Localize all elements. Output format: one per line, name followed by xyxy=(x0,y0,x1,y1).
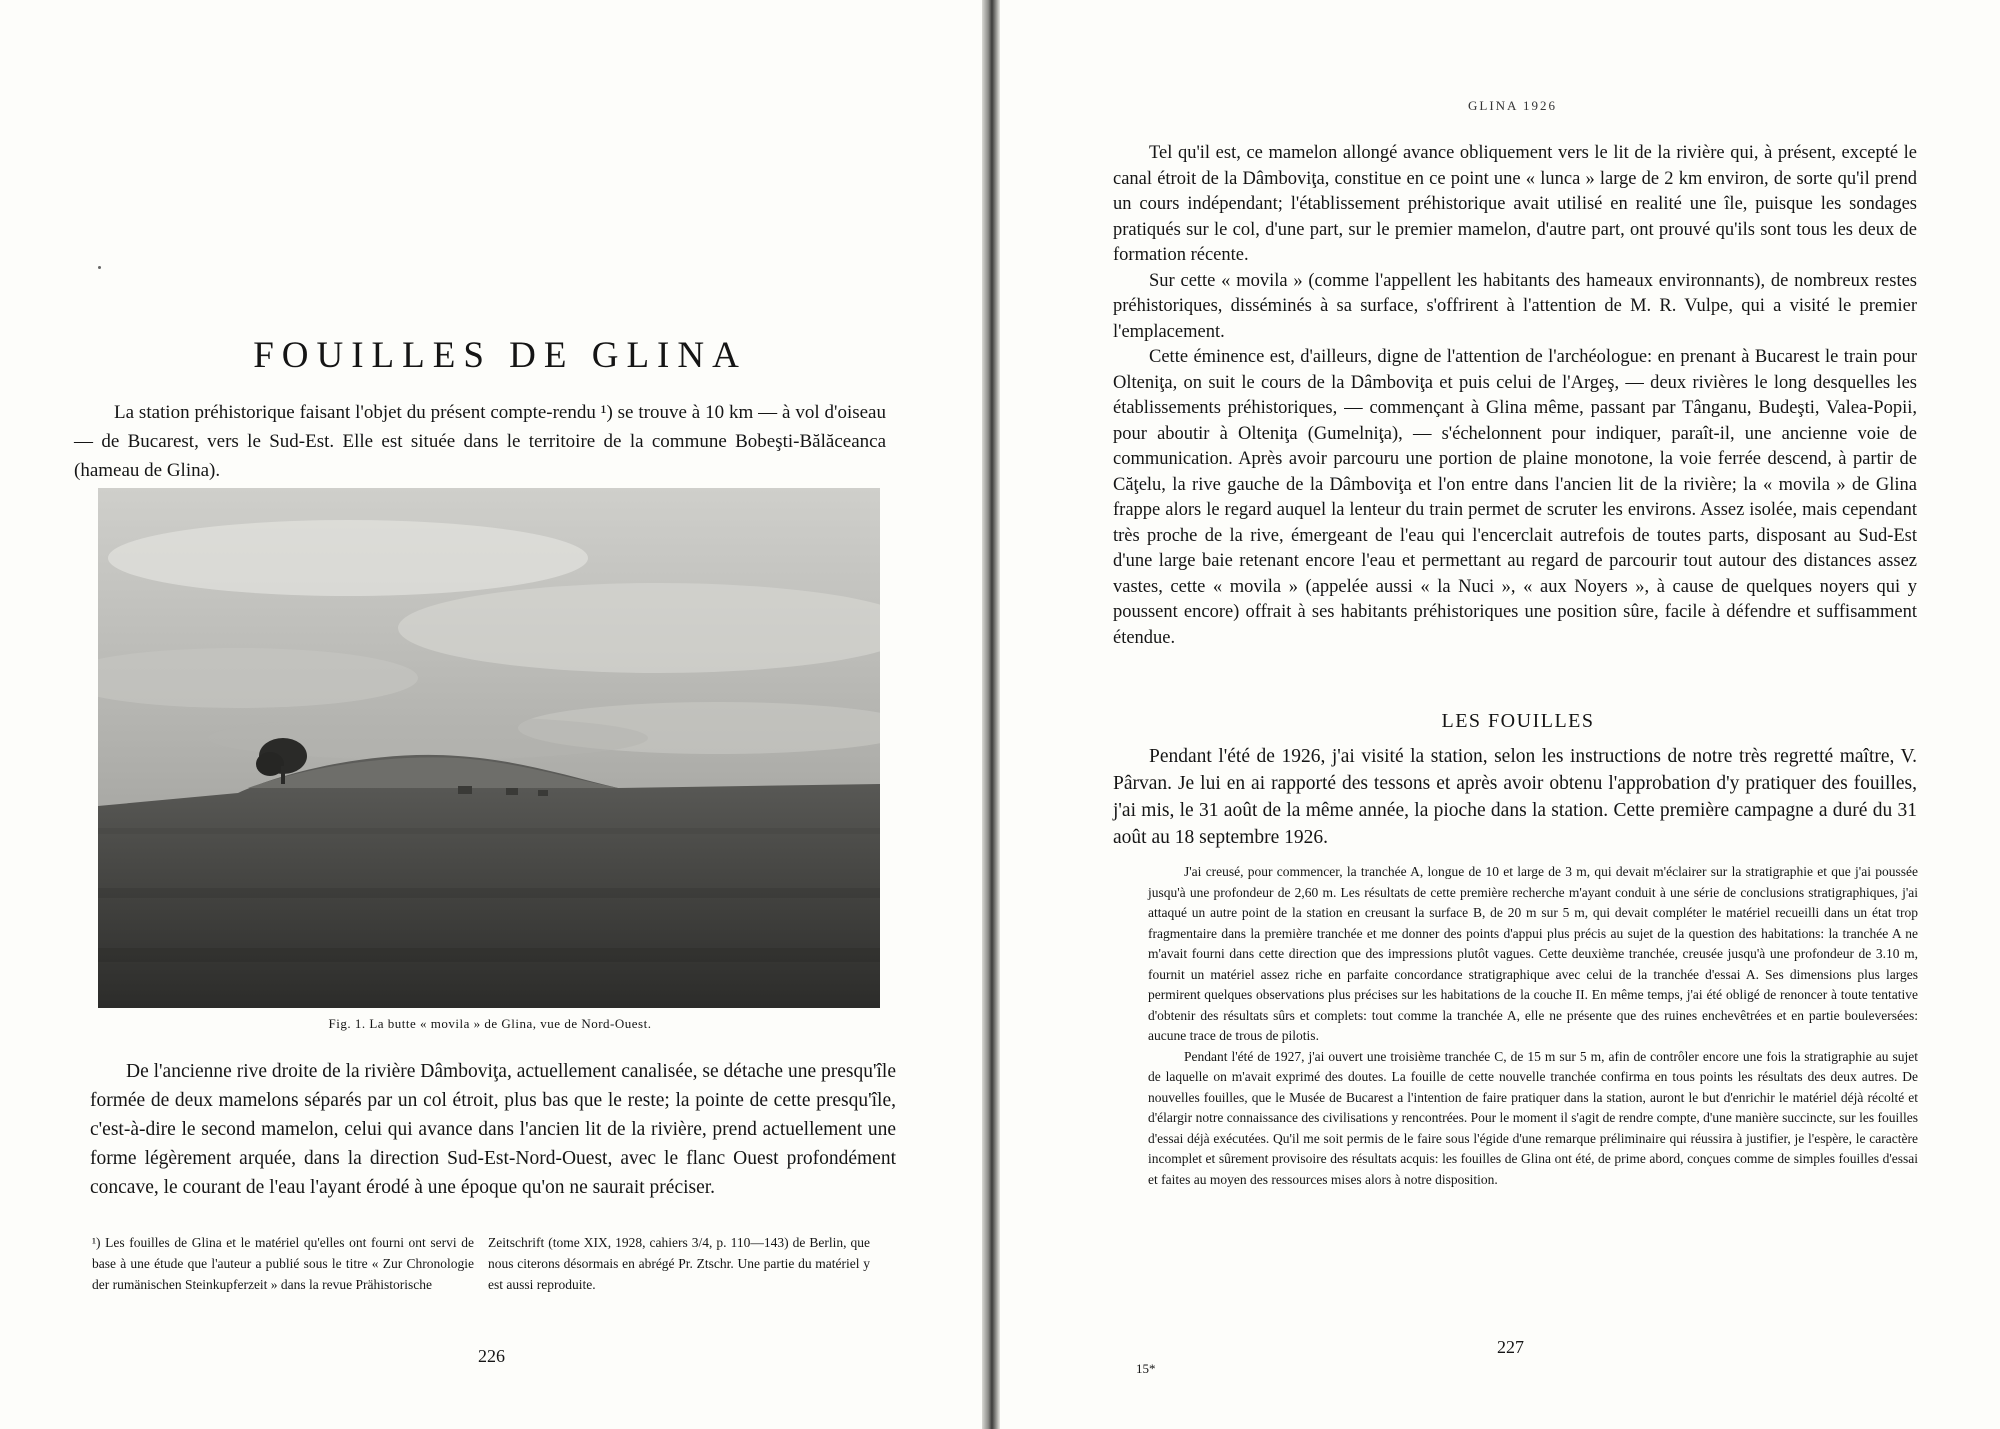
small-paragraph: J'ai creusé, pour commencer, la tranchée A, longue de 10 et large de 3 m, qui devait m'éclairer sur la stratigraphie et que j'ai poussée jusqu'à une profondeur de 2,60 m. Les résultats de cette première recherche m'ayant conduit à une série de conclusions stratigraphiques, j'ai attaqué un autre point de la station en creusant la surface B, de 20 m sur 5 m, qui devait compléter le matériel recueilli dans un état trop fragmentaire dans la première tranchée et me donner des points d'appui plus précis au sujet de la question des habitations: la tranchée A ne m'avait fourni dans cette direction que des impressions plutôt vagues. Cette deuxième tranchée, creusée jusqu'à une profondeur de 3.10 m, fournit un matériel assez riche en parfaite concordance stratigraphique avec celui de la tranchée d'essai A. Ses dimensions plus larges permirent quelques observations plus précises sur les habitations de la couche II. En même temps, j'ai été obligé de renoncer à toute tentative d'obtenir des résultats sûrs et complets: tout comme la tranchée A, elle ne présente que des ruines enchevêtrées et en partie bouleversées: aucune trace de trous de pilotis. xyxy=(1148,864,1918,1043)
article-title: FOUILLES DE GLINA xyxy=(253,335,747,376)
footnote-column-1: ¹) Les fouilles de Glina et le matériel qu'elles ont fourni ont servi de base à une étude que l'auteur a publié sous le titre « Zur Chronologie der rumänischen Steinkupferzeit » dans la revue Prähistorische xyxy=(92,1235,474,1292)
figure-photograph xyxy=(98,488,880,1008)
section-title: LES FOUILLES xyxy=(1441,710,1595,732)
section-intro-paragraph: Pendant l'été de 1926, j'ai visité la station, selon les instructions de notre très regretté maître, V. Pârvan. Je lui en ai rapporté des tessons et après avoir obtenu l'approbation d'y pratiquer des fouilles, j'ai mis, le 31 août de la même année, la pioche dans la station. Cette première campagne a duré du 31 août au 18 septembre 1926. xyxy=(1113,746,1917,848)
right-page xyxy=(1000,0,2000,1429)
figure-caption: Fig. 1. La butte « movila » de Glina, vue de Nord-Ouest. xyxy=(328,1016,652,1031)
page-speck xyxy=(98,266,101,269)
small-print-text xyxy=(1148,862,1918,1190)
body-text-right xyxy=(1113,141,1917,651)
page-number-right: 227 xyxy=(1497,1337,1524,1357)
page-number-left: 226 xyxy=(478,1346,505,1366)
landscape-photo-image xyxy=(98,488,880,1008)
body-paragraph: De l'ancienne rive droite de la rivière Dâmboviţa, actuellement canalisée, se détache une presqu'île formée de deux mamelons séparés par un col étroit, plus bas que le reste; la pointe de cette presqu'île, c'est-à-dire le second mamelon, celui qui avance dans l'ancien lit de la rivière, prend actuellement une forme légèrement arquée, dans la direction Sud-Est-Nord-Ouest, avec le flanc Ouest profondément concave, le courant de l'eau l'ayant érodé à une époque qu'on ne saurait préciser. xyxy=(90,1061,896,1198)
paragraph: Sur cette « movila » (comme l'appellent les habitants des hameaux environnants), de nombreux restes préhistoriques, disséminés à sa surface, s'offrirent à l'attention de M. R. Vulpe, qui a visité le premier l'emplacement. xyxy=(1113,270,1917,342)
signature-mark: 15* xyxy=(1136,1361,1156,1376)
paragraph: Cette éminence est, d'ailleurs, digne de l'attention de l'archéologue: en prenant à Bucarest le train pour Olteniţa, on suit le cours de la Dâmboviţa et puis celui de l'Argeş, — deux rivières le long desquelles les établissements préhistoriques, — commençant à Glina même, passant par Tânganu, Budeşti, Valea-Popii, pour aboutir à Olteniţa (Gumelniţa), — s'échelonnent pour indiquer, paraît-il, une ancienne voie de communication. Après avoir parcouru une portion de plaine monotone, la voie ferrée descend, à partir de Căţelu, la rive gauche de la Dâmboviţa et l'on entre dans l'ancien lit de la rivière; la « movila » de Glina frappe alors le regard auquel la lenteur du train permet de scruter les environs. Assez isolée, mais cependant très proche de la rive, émergeant de l'eau qui l'encerclait autrefois de toutes parts, disposant au Sud-Est d'une large baie retenant encore l'eau et permettant au regard de parcourir tout autour des distances assez vastes, cette « movila » (appelée aussi « la Nuci », « aux Noyers », à cause de quelques noyers qui y poussent encore) offrait à ses habitants préhistoriques une position sûre, facile à défendre et suffisamment étendue. xyxy=(1113,347,1917,648)
intro-paragraph: La station préhistorique faisant l'objet du présent compte-rendu ¹) se trouve à 10 km — à vol d'oiseau — de Bucarest, vers le Sud-Est. Elle est située dans le territoire de la commune Bobeşti-Bălăceanca (hameau de Glina). xyxy=(74,402,886,481)
book-gutter xyxy=(982,0,1000,1429)
running-head: GLINA 1926 xyxy=(1468,98,1557,113)
small-paragraph: Pendant l'été de 1927, j'ai ouvert une troisième tranchée C, de 15 m sur 5 m, afin de contrôler encore une fois la stratigraphie au sujet de laquelle on m'avait exprimé des doutes. La fouille de cette nouvelle tranchée confirma en tous points les résultats des deux autres. De nouvelles fouilles, que le Musée de Bucarest a l'intention de faire pratiquer dans la station, auront le but d'enrichir le matériel déjà récolté et d'élargir notre connaissance des civilisations y rencontrées. Pour le moment il s'agit de rendre compte, d'une manière succincte, sur les fouilles d'essai déjà exécutées. Qu'il me soit permis de le faire sous l'égide d'une remarque préliminaire qui réussira à justifier, je l'espère, le caractère incomplet et sûrement provisoire des résultats acquis: les fouilles de Glina ont été, de prime abord, conçues comme de simples fouilles d'essai et faites au moyen des ressources mises alors à notre disposition. xyxy=(1148,1048,1918,1187)
footnote-column-2: Zeitschrift (tome XIX, 1928, cahiers 3/4, p. 110—143) de Berlin, que nous citerons désormais en abrégé Pr. Ztschr. Une partie du matériel y est aussi reproduite. xyxy=(488,1235,870,1292)
left-page xyxy=(0,0,982,1429)
paragraph: Tel qu'il est, ce mamelon allongé avance obliquement vers le lit de la rivière qui, à présent, excepté le canal étroit de la Dâmboviţa, constitue en ce point une « lunca » large de 2 km environ, de sorte qu'il prend un cours indépendant; l'établissement préhistorique avait utilisé en realité une île, puisque les sondages pratiqués sur le col, d'une part, sur le premier mamelon, d'autre part, ont prouvé qu'ils sont tous les deux de formation récente. xyxy=(1113,143,1917,265)
